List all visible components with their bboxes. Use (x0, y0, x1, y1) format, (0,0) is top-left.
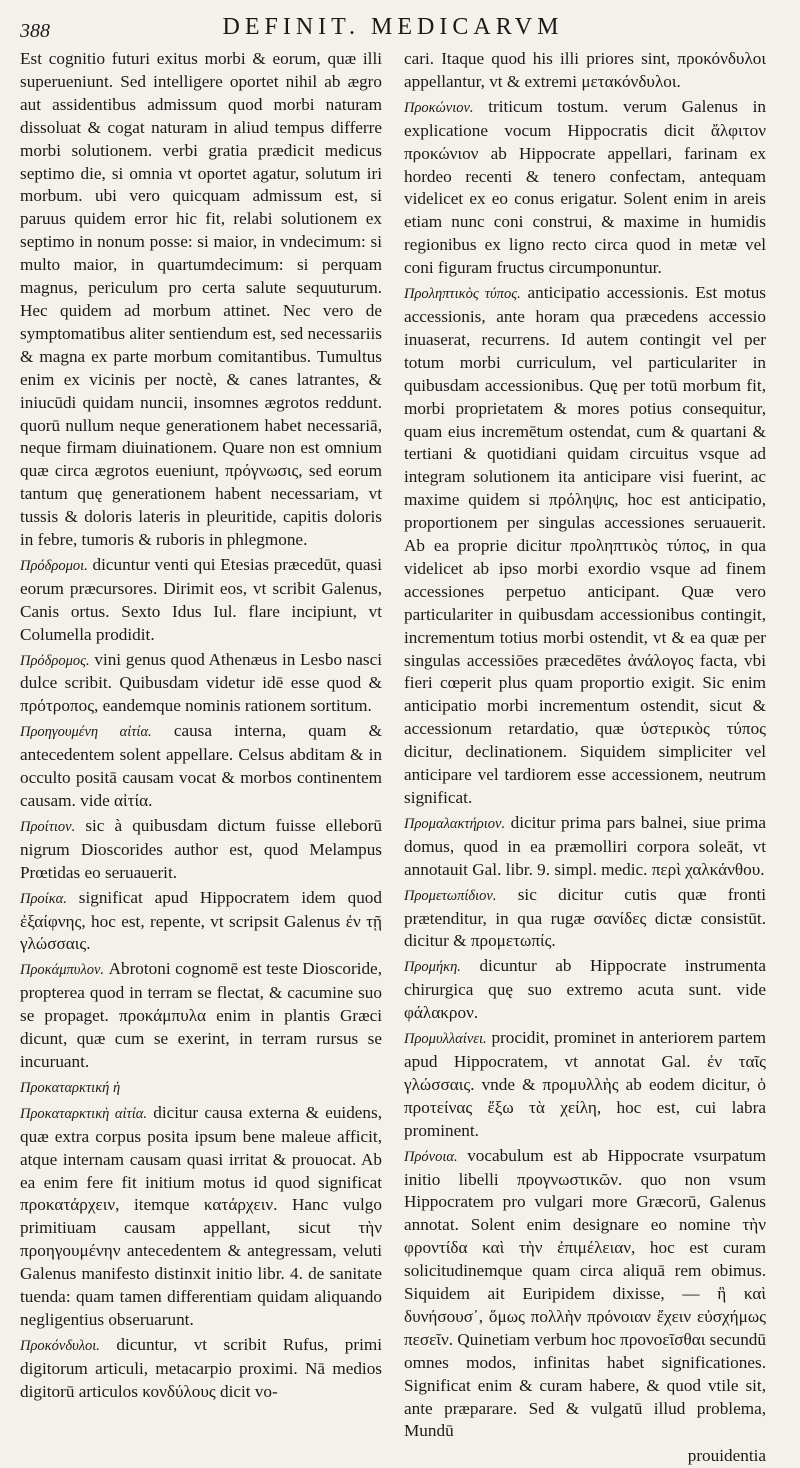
right-column (404, 48, 766, 1468)
entry-headword: Προκαταρκτική ἡ (20, 1079, 121, 1096)
entry-text: triticum tostum. verum Galenus in explicatione vocum Hippocratis dicit ἄλφιτον προκώνιον ab Hippocrate appellari, farinam ex hordeo recenti & tenero confectam, antequam videlicet ex eo conus erigatur. Solent enim in areis etiam nunc coni construi, & maxime in humidis regionibus ex ligno recto circa quod in metæ vel coni figuram fructus circumponuntur. (404, 96, 767, 278)
dictionary-entry (20, 1102, 382, 1332)
page-number: 388 (20, 20, 50, 42)
dictionary-entry (20, 649, 382, 719)
entry-headword: Προκόνδυλοι. (20, 1337, 100, 1354)
dictionary-entry (20, 48, 382, 552)
left-column (20, 48, 382, 1468)
dictionary-entry (404, 282, 766, 810)
entry-text: sic dicitur cutis quæ fronti prætenditur, in qua rugæ σανίδες dictæ consistūt. dicitur & προμετωπίς. (404, 884, 766, 951)
entry-text: cari. Itaque quod his illi priores sint, προκόνδυλοι appellantur, vt & extremi μετακόνδυλοι. (404, 49, 766, 91)
text-columns (20, 48, 766, 1468)
dictionary-entry (20, 720, 382, 813)
entry-headword: Πρόδρομοι. (20, 557, 88, 574)
dictionary-entry (20, 887, 382, 957)
dictionary-entry (20, 554, 382, 647)
entry-text: sic à quibusdam dictum fuisse elleborū nigrum Dioscorides author est, quod Melampus Prœtidas eo seruauerit. (20, 815, 382, 882)
entry-headword: Προκώνιον. (404, 99, 474, 116)
entry-text: causa interna, quam & antecedentem solent appellare. Celsus abditam & in occulto positā causam vocat & morbos continentem causam. vide αἰτία. (20, 721, 382, 810)
entry-text: vini genus quod Athenæus in Lesbo nasci dulce scribit. Quibusdam videtur idē esse quod & πρότροπος, eandemque nominis rationem sortitum. (20, 649, 383, 716)
dictionary-entry (404, 1145, 766, 1444)
entry-headword: Προμυλλαίνει. (404, 1031, 487, 1048)
entry-text: dicitur causa externa & euidens, quæ extra corpus posita ipsum bene maleue afficit, atque internam causam quasi irritat & prouocat. Ab ea enim fere fit initium motus id quod significat προκατάρχειν, itemque κατάρχειν. Hanc vulgo primitiuam causam appellant, sicut τὴν προηγουμένην antecedentem & antegressam, veluti Galenus manifesto distinxit initio libr. 4. de sanitate tuenda: quam tamen differentiam quidam aliquando negligentius obseruarunt. (20, 1102, 383, 1329)
entry-text: dicuntur ab Hippocrate instrumenta chirurgica quę suo extremo acuta sunt. vide φάλακρον. (404, 956, 766, 1023)
entry-text: procidit, prominet in anteriorem partem apud Hippocratem, vt annotat Gal. ἐν ταῖς γλώσσαις. vnde & προμυλλὴς ab eodem dicitur, ὁ προτείνας ἔξω τὰ χείλη, hoc est, cui labra prominent. (404, 1028, 766, 1140)
entry-text: anticipatio accessionis. Est motus accessionis, ante horam qua præcedens accessio inuaserat, recurrens. Id autem contingit vel per totum morbi curriculum, vel particulariter in quibusdam accessionibus. Quę per totū morbum fit, morbi proprietatem & mores potius consequitur, quam eius incremētum ostendat, cum & quartani & tertiani & quotidiani quidam circuitus vsque ad integram solutionem ita anticipare visi fuerint, ac maxime quidem si πρόληψις, hoc est anticipatio, proportionem per singulas accessiones seruauerit. Ab ea proprie dicitur προληπτικὸς τύπος, in qua videlicet ab ipso morbi exordio vsque ad finem accessiones perpetuo anticipant. Quæ vero particulariter in quibusdam accessionibus contingit, incrementum totius morbi ostendit, vt & ea quæ per singulas accessiōes præcedētes ἀνάλογος facta, vbi fieri cœperit plus quam proportio exigit. Sic enim anticipatio morbi incrementum ostendit, sicut & accessionum retardatio, quæ ὑστερικὸς τύπος dicitur, declinationem. Siquidem simpliciter vel anticipare vel tardiorem esse accessionem, neutrum significat. (404, 283, 766, 807)
entry-text: dicuntur venti qui Etesias præcedūt, quasi eorum præcursores. Dirimit eos, vt scribit Galenus, Canis ortus. Sexto Idus Iul. flare incipiunt, vt Columella prodidit. (20, 554, 382, 644)
page-header (20, 14, 766, 48)
entry-text: dicuntur, vt scribit Rufus, primi digitorum articuli, metacarpio proximi. Nā medios digitorū articulos κονδύλους dicit vo- (20, 1334, 382, 1401)
dictionary-entry (20, 1334, 382, 1404)
dictionary-entry (20, 958, 382, 1074)
dictionary-entry (20, 815, 382, 885)
entry-headword: Προληπτικὸς τύπος. (404, 286, 521, 303)
dictionary-entry (20, 1076, 382, 1100)
dictionary-entry (404, 955, 766, 1025)
entry-headword: Προμετωπίδιον. (404, 887, 497, 904)
entry-text: vocabulum est ab Hippocrate vsurpatum initio libelli προγνωστικῶν. quo non vsum Hippocratem pro vulgari more Græcorū, Galenus annotat. Solent enim designare eo nomine τὴν φροντίδα καὶ τὴν ἐπιμέλειαν, hoc est curam solicitudinemque quam circa aliquā rem obimus. Siquidem ait Euripidem dixisse, — ἣ καὶ δυνήσουσ᾽, ὅμως πολλὴν πρόνοιαν ἔχειν εὐσχήμως πεσεῖν. Quinetiam verbum hoc προνοεῖσθαι secundū omnes modos, infinitas habet significationes. Significat enim & curam habere, & quod vtile sit, ante præparare. Sed & vulgatū illud problema, Mundū (404, 1145, 767, 1441)
dictionary-entry (404, 48, 766, 94)
entry-text: significat apud Hippocratem idem quod ἐξαίφνης, hoc est, repente, vt scripsit Galenus ἐν τῇ γλώσσαις. (20, 887, 382, 954)
entry-headword: Προίκα. (20, 890, 67, 907)
entry-text: dicitur prima pars balnei, siue prima domus, quod in ea præmolliri corpora soleāt, vt annotauit Gal. libr. 9. simpl. medic. περὶ χαλκάνθου. (404, 812, 766, 879)
entry-headword: Προίτιον. (20, 818, 76, 835)
entry-text: Est cognitio futuri exitus morbi & eorum, quæ illi superueniunt. Sed intelligere oportet nihil ab ægro aut assidentibus admissum quod morbi naturam dissoluat & cogat naturam in aliud tempus differre morbi solutionem. verbi gratia prædicit medicus septimo die, si omnia vt oportet agatur, solutum iri morbum. ubi vero quicquam admissum est, si paruus quidem error hic fit, relabi solutionem ex septimo in nonum posse: si maior, in vndecimum: si multo maior, in quartumdecimum: si perquam magnus, periculum pro certa salute sequuturum. Hec quidem ad morbum attinet. Nec vero de symptomatibus aliter sentiendum est, sed necessariis & magna ex parte morbum comitantibus. Tumultus enim ex vicinis per noctè, & canes latrantes, & iniucūdi quidam nuncii, insomnes ægrotos reddunt. quorū nullum neque generationem habet necessariā, neque firmam diuinationem. Quare non est omnium quæ circa ægrotos eueniunt, πρόγνωσις, sed eorum tantum quę generationem habent necessariam, vt tussis & doloris lateris in pleuritide, capitis doloris in febre, tumoris & ruboris in phlegmone. (20, 49, 382, 550)
entry-headword: Προκάμπυλον. (20, 962, 105, 979)
entry-text: Abrotoni cognomē est teste Dioscoride, propterea quod in terram se flectat, & cacumine suo se propaget. προκάμπυλα enim in plantis Græci dicunt, quæ cum se exerint, in terram rursus se incuruant. (20, 959, 382, 1071)
entry-headword: Πρόδρομος. (20, 652, 90, 669)
dictionary-entry (404, 96, 766, 280)
entry-headword: Προμήκη. (404, 959, 461, 976)
running-title: DEFINIT. MEDICARVM (222, 14, 564, 40)
entry-headword: Πρόνοια. (404, 1148, 458, 1165)
entry-headword: Προμαλακτήριον. (404, 815, 506, 832)
entry-headword: Προκαταρκτικὴ αἰτία. (20, 1105, 148, 1122)
entry-headword: Προηγουμένη αἰτία. (20, 724, 152, 741)
dictionary-entry (404, 1027, 766, 1143)
dictionary-entry (404, 884, 766, 954)
catchword: prouidentia (687, 1446, 766, 1466)
dictionary-entry (404, 812, 766, 882)
